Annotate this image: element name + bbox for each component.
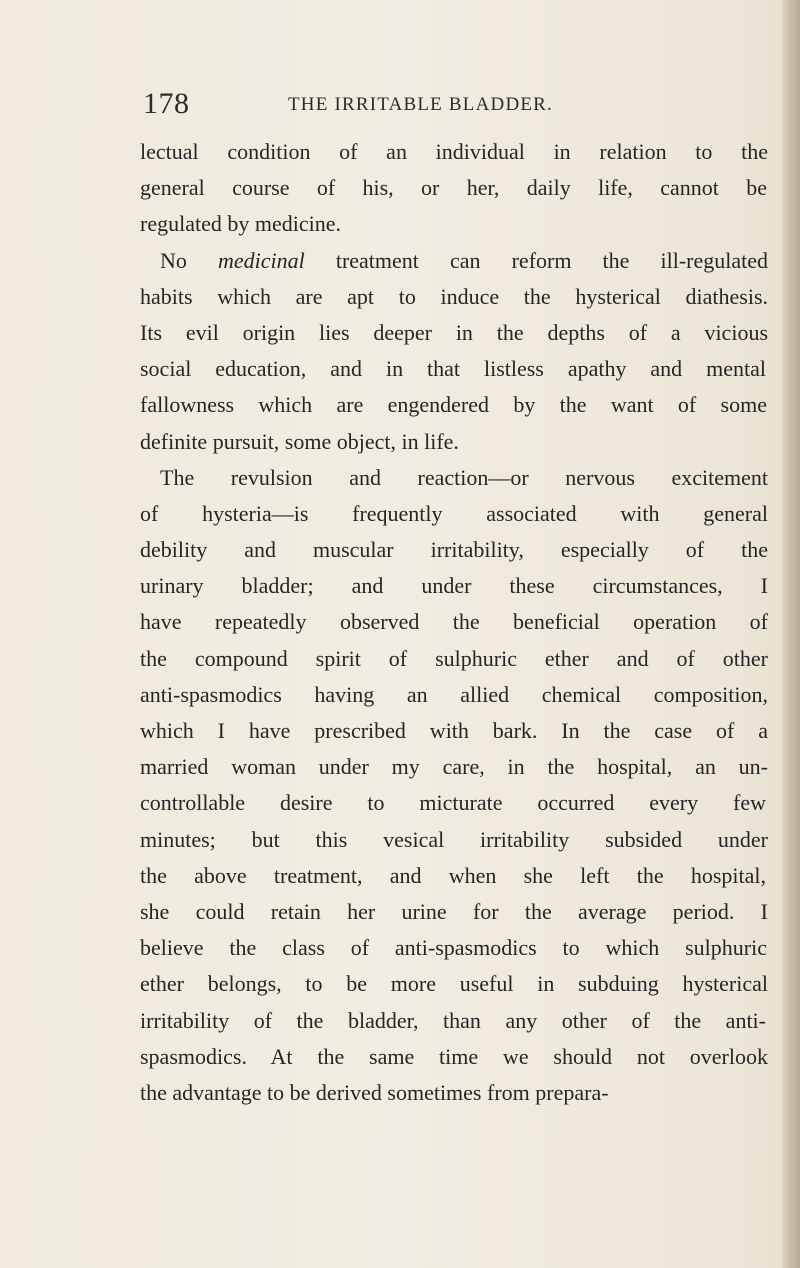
italic-word: medicinal xyxy=(217,247,305,273)
text-line: the compound spirit of sulphuric ether and of other xyxy=(140,645,768,671)
text-line: the advantage to be derived sometimes from prepara- xyxy=(140,1079,609,1105)
paragraph-start-line xyxy=(140,243,768,279)
page-edge-shadow xyxy=(782,0,800,1268)
text-line: anti-spasmodics having an allied chemical composition, xyxy=(140,681,768,707)
page-number: 178 xyxy=(143,87,190,120)
paragraph-start-line: The revulsion and reaction—or nervous excitement xyxy=(160,464,768,490)
text-line: ether belongs, to be more useful in subduing hysterical xyxy=(140,971,768,997)
text-line: definite pursuit, some object, in life. xyxy=(140,428,459,454)
text-line: spasmodics. At the same time we should not overlook xyxy=(140,1043,768,1069)
text-line: married woman under my care, in the hospital, an un- xyxy=(140,754,768,780)
text-fragment: No xyxy=(160,247,218,273)
text-line: general course of his, or her, daily life, cannot be xyxy=(140,175,767,201)
text-line: the above treatment, and when she left the hospital, xyxy=(140,862,766,888)
text-line: of hysteria—is frequently associated with general xyxy=(140,500,768,526)
text-line: have repeatedly observed the beneficial operation of xyxy=(140,609,768,635)
text-line: which I have prescribed with bark. In the case of a xyxy=(140,718,768,743)
text-line: Its evil origin lies deeper in the depths of a vicious xyxy=(140,319,768,345)
text-line: irritability of the bladder, than any other of the anti- xyxy=(140,1007,766,1033)
text-line: lectual condition of an individual in relation to the xyxy=(140,139,768,164)
text-line: minutes; but this vesical irritability subsided under xyxy=(140,826,768,852)
text-line: urinary bladder; and under these circumstances, I xyxy=(140,573,768,599)
text-line: believe the class of anti-spasmodics to which sulphuric xyxy=(140,935,767,961)
text-line: regulated by medicine. xyxy=(140,211,341,237)
running-title: THE IRRITABLE BLADDER. xyxy=(288,94,553,115)
text-line: debility and muscular irritability, especially of the xyxy=(140,537,768,563)
text-line: habits which are apt to induce the hysterical diathesis. xyxy=(140,283,768,309)
running-head xyxy=(143,88,763,128)
text-fragment: treatment can reform the ill-regulated xyxy=(304,247,769,273)
body-text xyxy=(140,134,780,1111)
text-line: social education, and in that listless apathy and mental xyxy=(140,356,766,382)
text-line: controllable desire to micturate occurred every few xyxy=(140,790,766,816)
text-line: fallowness which are engendered by the want of some xyxy=(140,392,767,418)
text-line: she could retain her urine for the average period. I xyxy=(140,898,768,924)
